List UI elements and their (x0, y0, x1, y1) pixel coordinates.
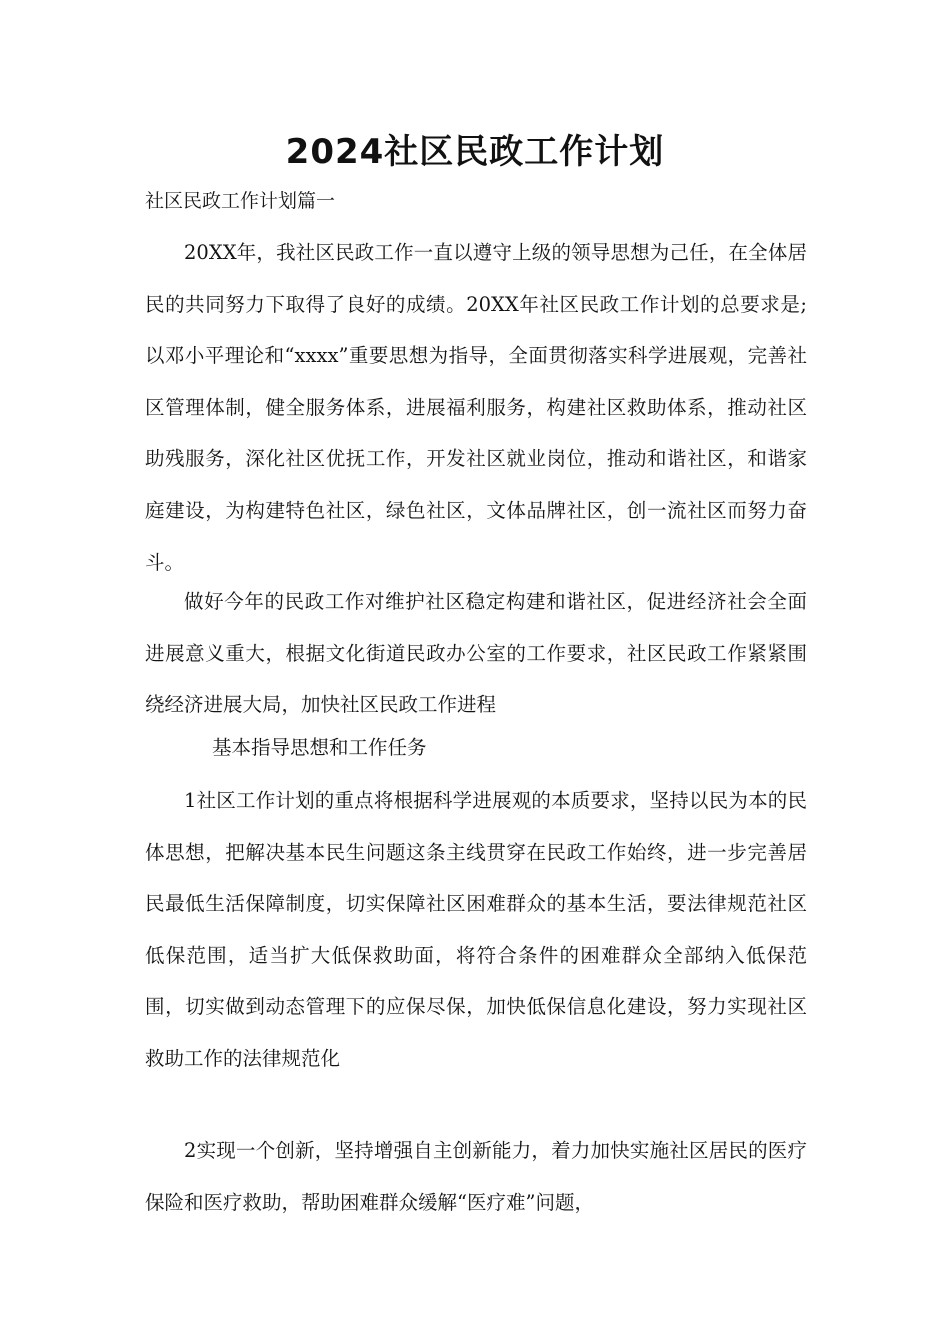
subheading-guiding-ideas: 基本指导思想和工作任务 (212, 736, 427, 759)
paragraph-3: 1社区工作计划的重点将根据科学进展观的本质要求，坚持以民为本的民体思想，把解决基本民生问题这条主线贯穿在民政工作始终，进一步完善居民最低生活保障制度，切实保障社区困难群众的基本生活，要法律规范社区低保范围，适当扩大低保救助面，将符合条件的困难群众全部纳入低保范围，切实做到动态管理下的应保尽保，加快低保信息化建设，努力实现社区救助工作的法律规范化 (145, 789, 807, 1070)
document-title: 2024社区民政工作计划 (285, 132, 665, 172)
section-heading: 社区民政工作计划篇一 (145, 190, 336, 212)
paragraph-2: 做好今年的民政工作对维护社区稳定构建和谐社区，促进经济社会全面进展意义重大，根据文化街道民政办公室的工作要求，社区民政工作紧紧围绕经济进展大局，加快社区民政工作进程 (145, 590, 807, 717)
paragraph-1: 20XX年，我社区民政工作一直以遵守上级的领导思想为己任，在全体居民的共同努力下取得了良好的成绩。20XX年社区民政工作计划的总要求是;以邓小平理论和“xxxx”重要思想为指导，全面贯彻落实科学进展观，完善社区管理体制，健全服务体系，进展福利服务，构建社区救助体系，推动社区助残服务，深化社区优抚工作，开发社区就业岗位，推动和谐社区，和谐家庭建设，为构建特色社区，绿色社区，文体品牌社区，创一流社区而努力奋斗。 (145, 241, 807, 574)
paragraph-4: 2实现一个创新，坚持增强自主创新能力，着力加快实施社区居民的医疗保险和医疗救助，帮助困难群众缓解“医疗难”问题， (145, 1139, 807, 1214)
